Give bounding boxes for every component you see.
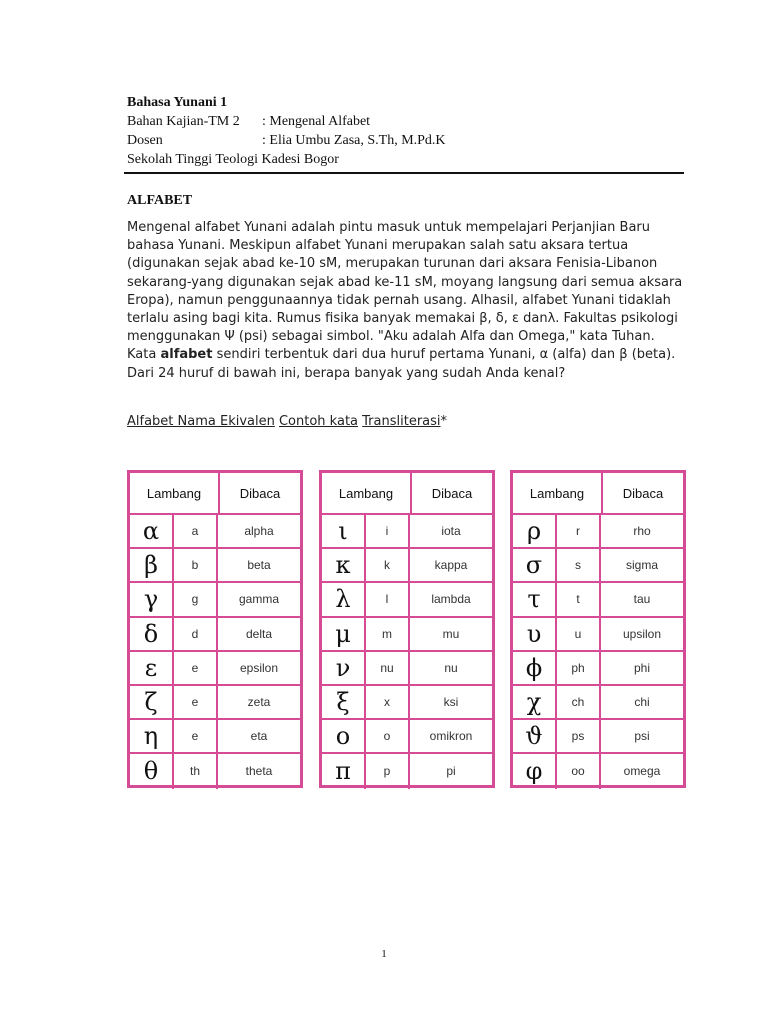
letter-name: iota <box>441 524 461 539</box>
header-divider <box>124 172 684 174</box>
letter-name: eta <box>250 729 268 744</box>
greek-letter-symbol: ο <box>322 720 366 752</box>
table-row <box>130 754 300 788</box>
latin-equivalent: t <box>557 583 601 615</box>
column-heading-contoh: Contoh kata <box>278 414 359 429</box>
letter-name: ksi <box>443 695 459 710</box>
greek-letter-symbol: γ <box>130 583 174 615</box>
letter-name: alpha <box>244 524 274 539</box>
column-heading-transliterasi: Transliterasi <box>362 414 441 429</box>
latin-equivalent: k <box>366 549 410 581</box>
greek-table-3 <box>510 470 686 788</box>
intro-paragraph <box>127 219 687 383</box>
header-row-topic-key: Bahan Kajian-TM 2 <box>127 114 240 129</box>
latin-equivalent: e <box>174 652 218 684</box>
letter-name: psi <box>634 729 650 744</box>
letter-name: omikron <box>429 729 473 744</box>
latin-equivalent: i <box>366 515 410 547</box>
latin-equivalent: m <box>366 618 410 650</box>
section-title: ALFABET <box>127 193 193 208</box>
latin-equivalent: l <box>366 583 410 615</box>
header-dibaca: Dibaca <box>239 485 281 501</box>
header-row-lecturer-value: : Elia Umbu Zasa, S.Th, M.Pd.K <box>262 133 446 148</box>
table-header <box>322 473 492 515</box>
column-headings <box>127 414 447 429</box>
letter-name: epsilon <box>239 660 279 675</box>
greek-letter-symbol: β <box>130 549 174 581</box>
latin-equivalent: e <box>174 720 218 752</box>
table-row <box>513 583 683 617</box>
latin-equivalent: r <box>557 515 601 547</box>
latin-equivalent: ch <box>557 686 601 718</box>
greek-table-1 <box>127 470 303 788</box>
letter-name: kappa <box>434 558 468 573</box>
letter-name: sigma <box>625 558 658 573</box>
greek-letter-symbol: φ <box>513 754 557 788</box>
document-header <box>127 93 687 169</box>
letter-name: tau <box>633 592 651 607</box>
header-lambang: Lambang <box>322 473 412 513</box>
table-row <box>322 754 492 788</box>
letter-name: rho <box>633 524 651 539</box>
latin-equivalent: b <box>174 549 218 581</box>
header-lambang: Lambang <box>130 473 220 513</box>
latin-equivalent: th <box>174 754 218 788</box>
greek-letter-symbol: ν <box>322 652 366 684</box>
letter-name: pi <box>446 764 456 779</box>
greek-letter-symbol: α <box>130 515 174 547</box>
table-row <box>513 754 683 788</box>
greek-letter-symbol: δ <box>130 618 174 650</box>
latin-equivalent: o <box>366 720 410 752</box>
latin-equivalent: e <box>174 686 218 718</box>
table-row <box>513 720 683 754</box>
school-name: Sekolah Tinggi Teologi Kadesi Bogor <box>127 152 339 167</box>
table-row <box>130 720 300 754</box>
greek-letter-symbol: σ <box>513 549 557 581</box>
table-row <box>322 583 492 617</box>
letter-name: chi <box>634 695 650 710</box>
latin-equivalent: u <box>557 618 601 650</box>
greek-letter-symbol: τ <box>513 583 557 615</box>
greek-letter-symbol: ε <box>130 652 174 684</box>
header-row-topic <box>127 112 687 131</box>
greek-letter-symbol: κ <box>322 549 366 581</box>
header-dibaca: Dibaca <box>431 485 473 501</box>
greek-letter-symbol: χ <box>513 686 557 718</box>
intro-text-part2: sendiri terbentuk dari dua huruf pertama Yunani, α (alfa) dan β (beta). Dari 24 huruf di bawah ini, berapa banyak yang sudah Anda kenal? <box>127 347 676 381</box>
greek-letter-symbol: ϕ <box>513 652 557 684</box>
header-row-lecturer-key: Dosen <box>127 133 163 148</box>
greek-table-2 <box>319 470 495 788</box>
latin-equivalent: d <box>174 618 218 650</box>
column-heading-alfabet: Alfabet Nama Ekivalen <box>127 414 275 429</box>
greek-letter-symbol: ι <box>322 515 366 547</box>
greek-letter-symbol: η <box>130 720 174 752</box>
header-row-lecturer <box>127 131 687 150</box>
greek-letter-symbol: θ <box>130 754 174 788</box>
table-row <box>130 652 300 686</box>
letter-name: gamma <box>238 592 279 607</box>
table-row <box>322 720 492 754</box>
table-row <box>513 549 683 583</box>
table-row <box>130 515 300 549</box>
greek-alphabet-tables <box>127 470 692 790</box>
table-row <box>513 652 683 686</box>
latin-equivalent: ph <box>557 652 601 684</box>
column-heading-asterisk: * <box>440 414 448 429</box>
greek-letter-symbol: λ <box>322 583 366 615</box>
letter-name: zeta <box>247 695 271 710</box>
table-row <box>322 515 492 549</box>
latin-equivalent: s <box>557 549 601 581</box>
page-number: 1 <box>381 948 387 960</box>
intro-bold-word: alfabet <box>160 347 213 363</box>
latin-equivalent: nu <box>366 652 410 684</box>
header-dibaca: Dibaca <box>622 485 664 501</box>
greek-letter-symbol: ρ <box>513 515 557 547</box>
letter-name: nu <box>444 660 458 675</box>
letter-name: upsilon <box>622 626 662 641</box>
letter-name: mu <box>442 626 460 641</box>
greek-letter-symbol: μ <box>322 618 366 650</box>
letter-name: beta <box>247 558 271 573</box>
table-row <box>513 618 683 652</box>
letter-name: delta <box>245 626 273 641</box>
greek-letter-symbol: ζ <box>130 686 174 718</box>
course-title: Bahasa Yunani 1 <box>127 95 228 110</box>
latin-equivalent: g <box>174 583 218 615</box>
latin-equivalent: oo <box>557 754 601 788</box>
letter-name: lambda <box>431 592 471 607</box>
greek-letter-symbol: ϑ <box>513 720 557 752</box>
table-row <box>513 686 683 720</box>
table-row <box>322 549 492 583</box>
latin-equivalent: p <box>366 754 410 788</box>
letter-name: phi <box>633 660 650 675</box>
table-row <box>322 652 492 686</box>
table-row <box>130 583 300 617</box>
intro-text-part1: Mengenal alfabet Yunani adalah pintu masuk untuk mempelajari Perjanjian Baru bahasa Yunani. Meskipun alfabet Yunani merupakan salah satu aksara tertua (digunakan sejak abad ke-10 sM, merupakan turunan dari aksara Fenisia-Libanon sekarang-yang digunakan sejak abad ke-11 sM, moyang langsung dari semua aksara Eropa), namun penggunaannya tidak pernah usang. Alhasil, alfabet Yunani tidaklah terlalu asing bagi kita. Rumus fisika banyak memakai β, δ, ε danλ. Fakultas psikologi menggunakan Ψ (psi) sebagai simbol. "Aku adalah Alfa dan Omega," kata Tuhan. Kata <box>127 220 683 363</box>
header-lambang: Lambang <box>513 473 603 513</box>
table-row <box>130 549 300 583</box>
letter-name: omega <box>623 764 661 779</box>
latin-equivalent: a <box>174 515 218 547</box>
header-row-topic-value: : Mengenal Alfabet <box>262 114 371 129</box>
table-row <box>513 515 683 549</box>
table-header <box>513 473 683 515</box>
table-row <box>130 686 300 720</box>
greek-letter-symbol: ξ <box>322 686 366 718</box>
table-row <box>130 618 300 652</box>
latin-equivalent: ps <box>557 720 601 752</box>
greek-letter-symbol: π <box>322 754 366 788</box>
table-row <box>322 618 492 652</box>
letter-name: theta <box>245 764 273 779</box>
greek-letter-symbol: υ <box>513 618 557 650</box>
table-row <box>322 686 492 720</box>
latin-equivalent: x <box>366 686 410 718</box>
table-header <box>130 473 300 515</box>
